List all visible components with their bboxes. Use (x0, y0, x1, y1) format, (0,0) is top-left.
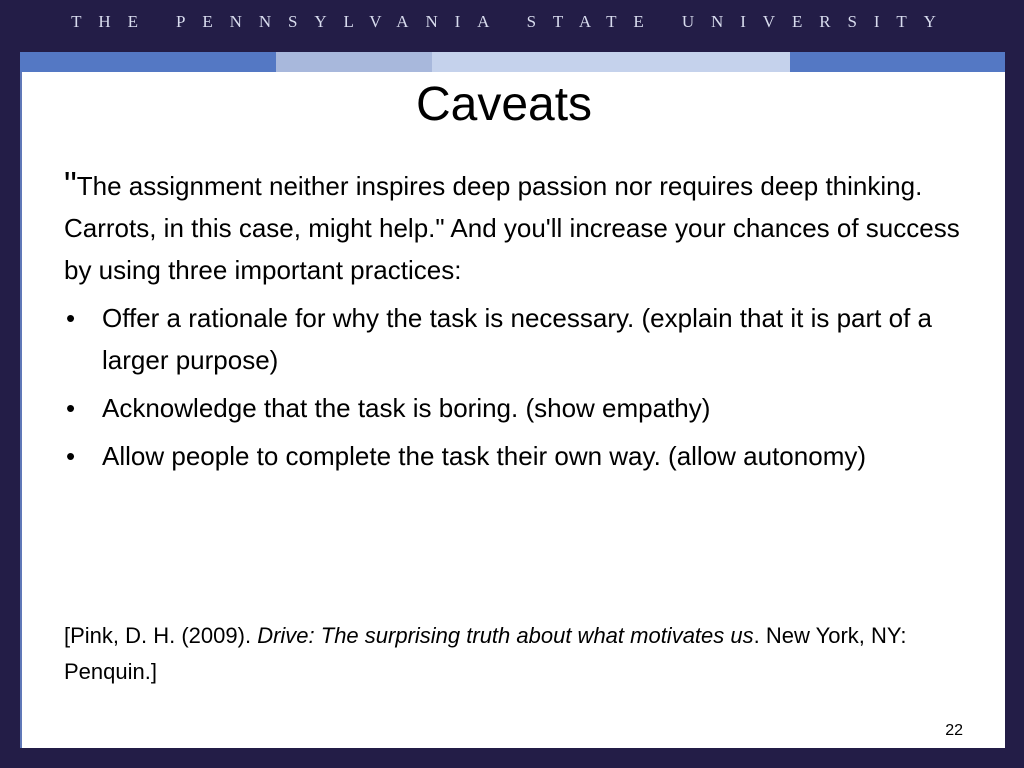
slide-title: Caveats (415, 78, 593, 131)
header-band-dark-left (20, 52, 276, 72)
bullet-dot: • (66, 393, 76, 423)
bullet-item (64, 435, 964, 477)
bullet-item (64, 387, 964, 429)
header-band-light (432, 52, 790, 72)
university-header: THE PENNSYLVANIA STATE UNIVERSITY (71, 12, 953, 31)
header-band-mid (276, 52, 432, 72)
bullet-text: Offer a rationale for why the task is necessary. (explain that it is part of a larger purpose) (102, 303, 932, 375)
slide-content-panel (20, 72, 1005, 748)
open-quote-mark: " (64, 164, 77, 205)
bullet-text: Allow people to complete the task their own way. (allow autonomy) (102, 441, 867, 471)
bullet-list (64, 297, 964, 477)
bullet-dot: • (66, 303, 76, 333)
bullet-dot: • (66, 441, 76, 471)
slide-body (64, 164, 964, 483)
citation-book-title: Drive: The surprising truth about what motivates us (257, 623, 754, 648)
citation (64, 618, 964, 690)
page-number: 22 (945, 722, 963, 739)
header-band-dark-right (790, 52, 1005, 72)
intro-paragraph (64, 164, 964, 291)
bullet-item (64, 297, 964, 381)
bullet-text: Acknowledge that the task is boring. (show empathy) (102, 393, 711, 423)
citation-prefix: [Pink, D. H. (2009). (64, 623, 258, 648)
citation-suffix: . New York, NY: Penquin.] (64, 623, 907, 684)
intro-text: The assignment neither inspires deep passion nor requires deep thinking. Carrots, in this case, might help." And you'll increase your chances of success by using three important practices: (64, 171, 960, 285)
